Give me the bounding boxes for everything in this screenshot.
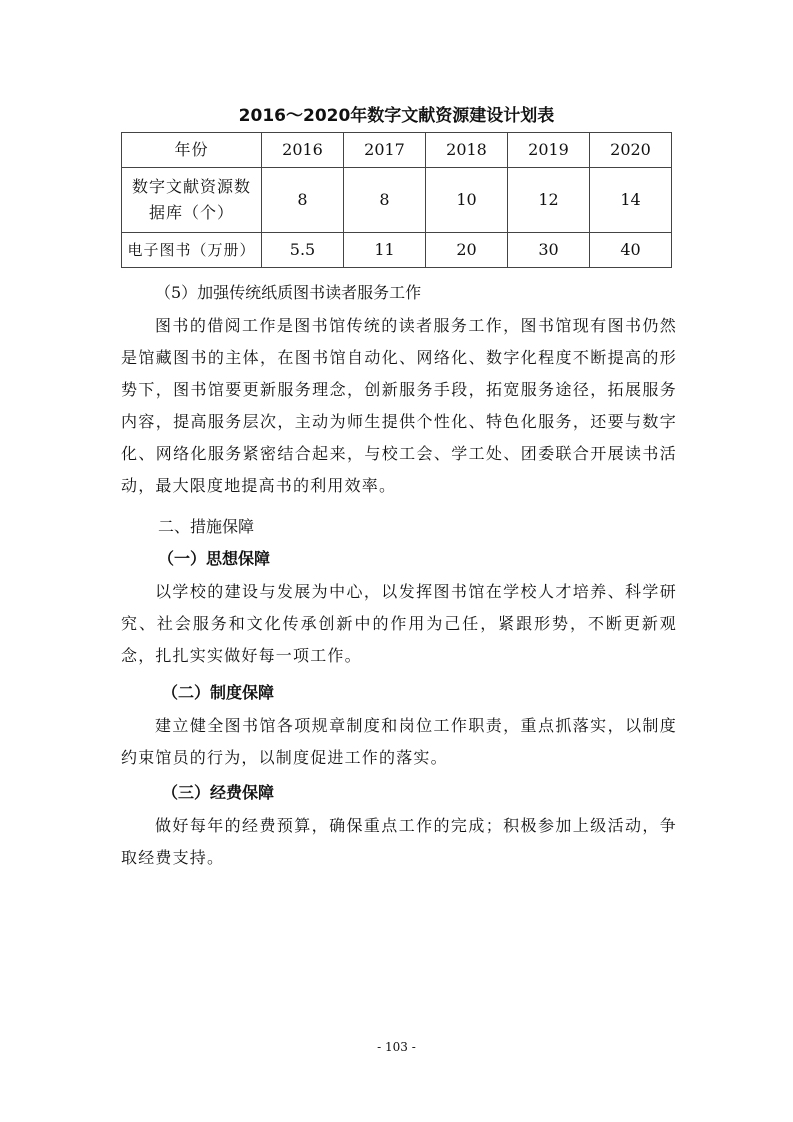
table-cell: 20 <box>426 233 508 268</box>
row-label: 数字文献资源数据库（个） <box>122 168 262 233</box>
table-title: 2016～2020年数字文献资源建设计划表 <box>238 106 555 126</box>
row-label: 电子图书（万册） <box>122 233 262 268</box>
part2-heading: 二、措施保障 <box>158 517 255 536</box>
table-cell: 30 <box>508 233 590 268</box>
header-cell-year: 年份 <box>122 133 262 168</box>
table-cell: 5.5 <box>262 233 344 268</box>
sub1-heading: （一）思想保障 <box>158 549 271 568</box>
header-cell: 2018 <box>426 133 508 168</box>
table-header-row <box>122 133 672 168</box>
table-cell: 8 <box>344 168 426 233</box>
page-number: - 103 - <box>377 1040 416 1054</box>
header-cell: 2020 <box>590 133 672 168</box>
sub1-paragraph: 以学校的建设与发展为中心，以发挥图书馆在学校人才培养、科学研究、社会服务和文化传承创新中的作用为己任，紧跟形势，不断更新观念，扎扎实实做好每一项工作。 <box>121 582 677 665</box>
resource-plan-table <box>121 132 672 268</box>
sub3-heading: （三）经费保障 <box>162 783 275 802</box>
table-cell: 10 <box>426 168 508 233</box>
table-cell: 12 <box>508 168 590 233</box>
table-cell: 8 <box>262 168 344 233</box>
item5-paragraph: 图书的借阅工作是图书馆传统的读者服务工作，图书馆现有图书仍然是馆藏图书的主体，在图书馆自动化、网络化、数字化程度不断提高的形势下，图书馆要更新服务理念，创新服务手段，拓宽服务途径，拓展服务内容，提高服务层次，主动为师生提供个性化、特色化服务，还要与数字化、网络化服务紧密结合起来，与校工会、学工处、团委联合开展读书活动，最大限度地提高书的利用效率。 <box>121 316 677 495</box>
table-cell: 14 <box>590 168 672 233</box>
sub3-paragraph: 做好每年的经费预算，确保重点工作的完成；积极参加上级活动，争取经费支持。 <box>121 816 677 867</box>
header-cell: 2017 <box>344 133 426 168</box>
table-row <box>122 233 672 268</box>
sub2-paragraph: 建立健全图书馆各项规章制度和岗位工作职责，重点抓落实，以制度约束馆员的行为，以制度促进工作的落实。 <box>121 716 677 767</box>
table-cell: 40 <box>590 233 672 268</box>
header-cell: 2016 <box>262 133 344 168</box>
header-cell: 2019 <box>508 133 590 168</box>
table-cell: 11 <box>344 233 426 268</box>
item5-heading: （5）加强传统纸质图书读者服务工作 <box>155 283 422 302</box>
sub2-heading: （二）制度保障 <box>162 683 275 702</box>
table-row <box>122 168 672 233</box>
